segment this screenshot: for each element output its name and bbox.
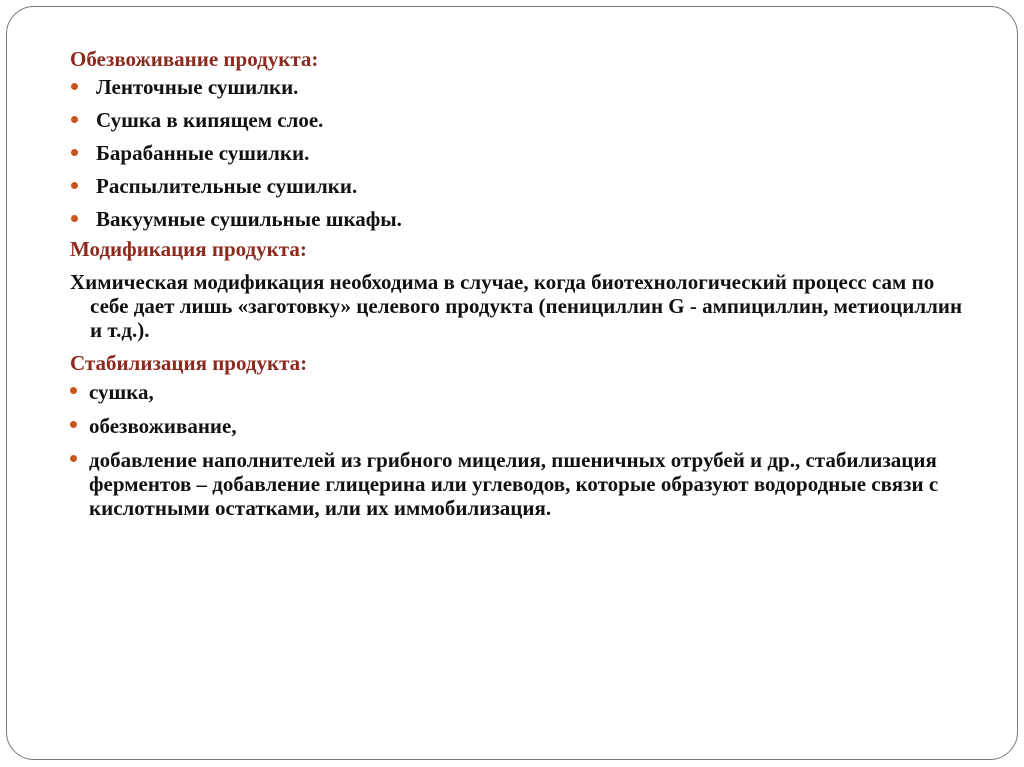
list-item: Вакуумные сушильные шкафы.: [70, 208, 970, 230]
slide-content: [70, 44, 970, 530]
list-item: Барабанные сушилки.: [70, 142, 970, 164]
list-item: Ленточные сушилки.: [70, 76, 970, 98]
bullet-icon: [71, 215, 78, 222]
modification-paragraph: Химическая модификация необходима в случае, когда биотехнологический процесс сам по себе дает лишь «заготовку» целевого продукта (пенициллин G - ампициллин, метиоциллин и т.д.).: [70, 270, 963, 342]
list-item: Сушка в кипящем слое.: [70, 109, 970, 131]
section-heading-stabilization: Стабилизация продукта:: [70, 351, 308, 375]
list-item: Распылительные сушилки.: [70, 175, 970, 197]
dehydration-list: [70, 76, 970, 230]
bullet-icon: [71, 149, 78, 156]
list-item: добавление наполнителей из грибного мицелия, пшеничных отрубей и др., стабилизация ферментов – добавление глицерина или углеводов, которые образуют водородные связи с кислотными остатками, или их иммобилизация.: [70, 448, 970, 520]
bullet-icon: [71, 182, 78, 189]
bullet-icon: [71, 83, 78, 90]
stabilization-list: [70, 380, 970, 520]
bullet-icon: [71, 116, 78, 123]
bullet-icon: [70, 455, 77, 462]
section-heading-dehydration: Обезвоживание продукта:: [70, 47, 319, 71]
list-item: обезвоживание,: [70, 414, 970, 438]
list-item: сушка,: [70, 380, 970, 404]
section-heading-modification: Модификация продукта:: [70, 237, 307, 261]
bullet-icon: [70, 421, 77, 428]
bullet-icon: [70, 387, 77, 394]
